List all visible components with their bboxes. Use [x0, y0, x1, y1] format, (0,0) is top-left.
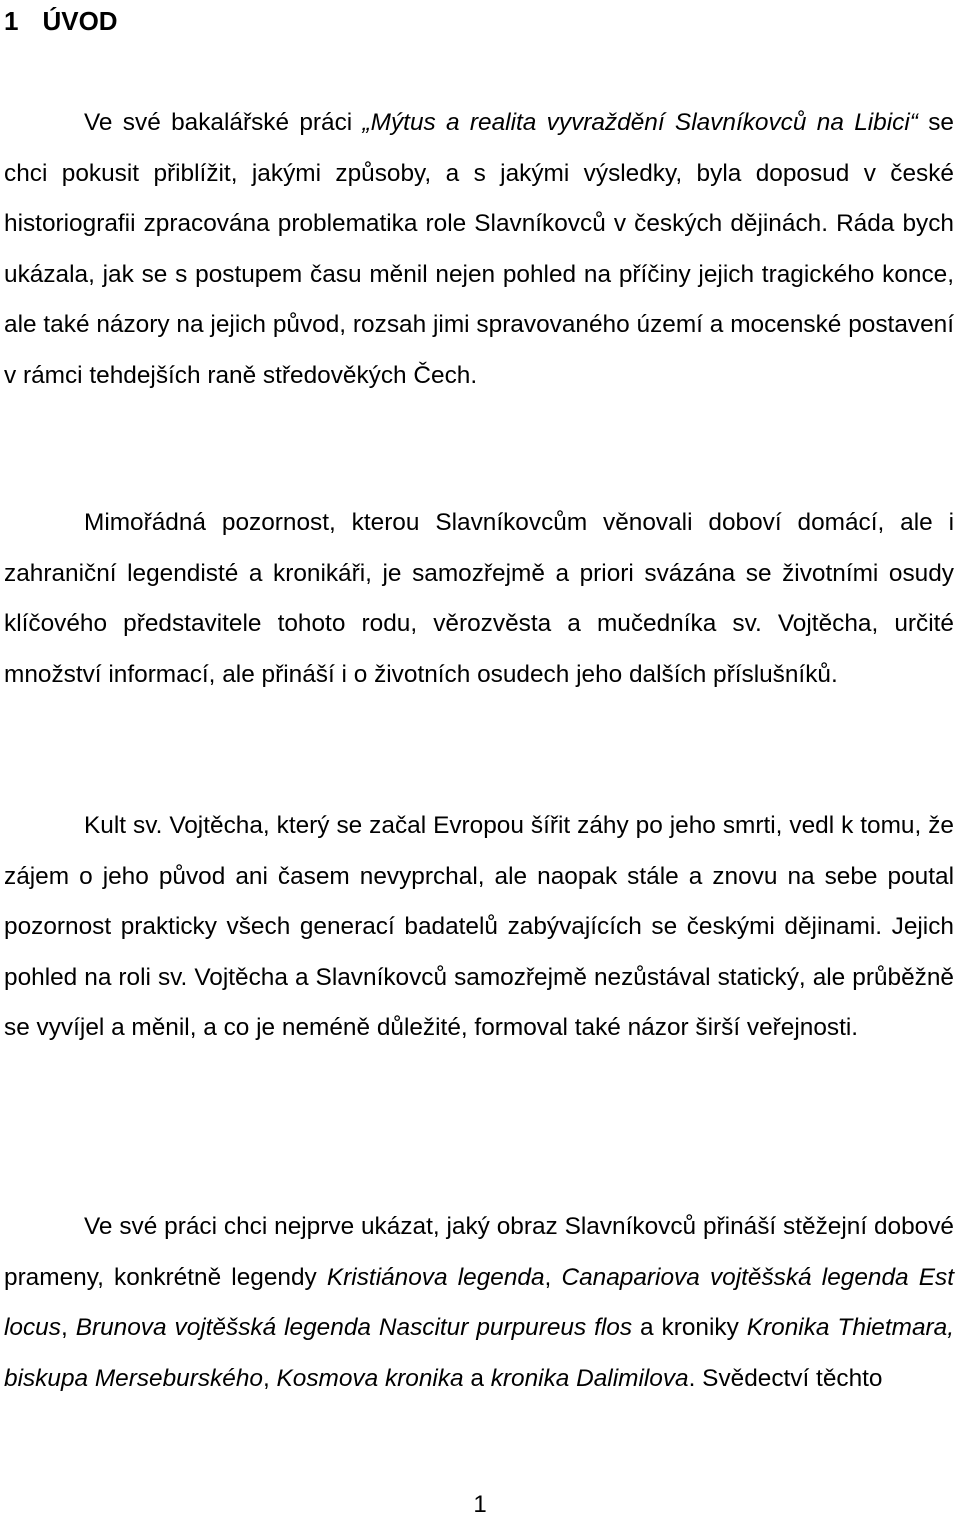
italic-title-text: Kristiánova legenda	[326, 1263, 545, 1291]
paragraph-sources	[4, 1202, 954, 1404]
italic-title-text: Kosmova kronika	[276, 1364, 464, 1392]
paragraph-text: . Svědectví těchto	[688, 1364, 883, 1392]
paragraph-text: se chci pokusit přiblížit, jakými způsoby, a s jakými výsledky, byla doposud v české historiografii zpracována problematika role Slavníkovců v českých dějinách. Ráda bych ukázala, jak se s postupem času měnil nejen pohled na příčiny jejich tragického konce, ale také názory na jejich původ, rozsah jimi spravovaného území a mocenské postavení v rámci tehdejších raně středověkých Čech.	[4, 109, 955, 389]
paragraph-attention	[4, 498, 954, 700]
page-number: 1	[473, 1491, 487, 1518]
paragraph-text: ,	[262, 1364, 277, 1392]
paragraph-cult	[4, 801, 954, 1054]
paragraph-text: Ve své bakalářské práci	[84, 109, 363, 136]
paragraph-intro	[4, 98, 954, 402]
paragraph-text: a kroniky	[632, 1314, 747, 1342]
paragraph-text: Kult sv. Vojtěcha, který se začal Evropou šířit záhy po jeho smrti, vedl k tomu, že zájem o jeho původ ani časem nevyprchal, ale naopak stále a znovu na sebe poutal pozornost prakticky všech generací badatelů zabývajících se českými dějinami. Jejich pohled na roli sv. Vojtěcha a Slavníkovců samozřejmě nezůstával statický, ale průběžně se vyvíjel a měnil, a co je neméně důležité, formoval také názor širší veřejnosti.	[4, 812, 954, 1042]
paragraph-text: Ve své práci chci nejprve ukázat, jaký obraz Slavníkovců přináší stěžejní dobové prameny, konkrétně legendy	[4, 1213, 954, 1291]
italic-title-text: Canapariova vojtěšská legenda Est locus	[4, 1263, 954, 1342]
italic-title-text: Kronika Thietmara, biskupa Merseburského	[4, 1314, 954, 1392]
italic-title-text: „Mýtus a realita vyvraždění Slavníkovců na Libici“	[362, 109, 918, 136]
paragraph-text: ,	[60, 1314, 76, 1342]
italic-title-text: Brunova vojtěšská legenda Nascitur purpureus flos	[75, 1314, 633, 1342]
chapter-title: ÚVOD	[42, 6, 118, 36]
paragraph-text: Mimořádná pozornost, kterou Slavníkovcům věnovali doboví domácí, ale i zahraniční legendisté a kronikáři, je samozřejmě a priori svázána se životními osudy klíčového představitele tohoto rodu, věrozvěsta a mučedníka sv. Vojtěcha, určité množství informací, ale přináší i o životních osudech jeho dalších příslušníků.	[4, 509, 954, 688]
paragraph-text: a	[463, 1364, 491, 1392]
chapter-number: 1	[4, 6, 19, 36]
paragraph-text: ,	[544, 1263, 562, 1291]
italic-title-text: kronika Dalimilova	[490, 1364, 689, 1392]
chapter-heading	[4, 3, 118, 39]
